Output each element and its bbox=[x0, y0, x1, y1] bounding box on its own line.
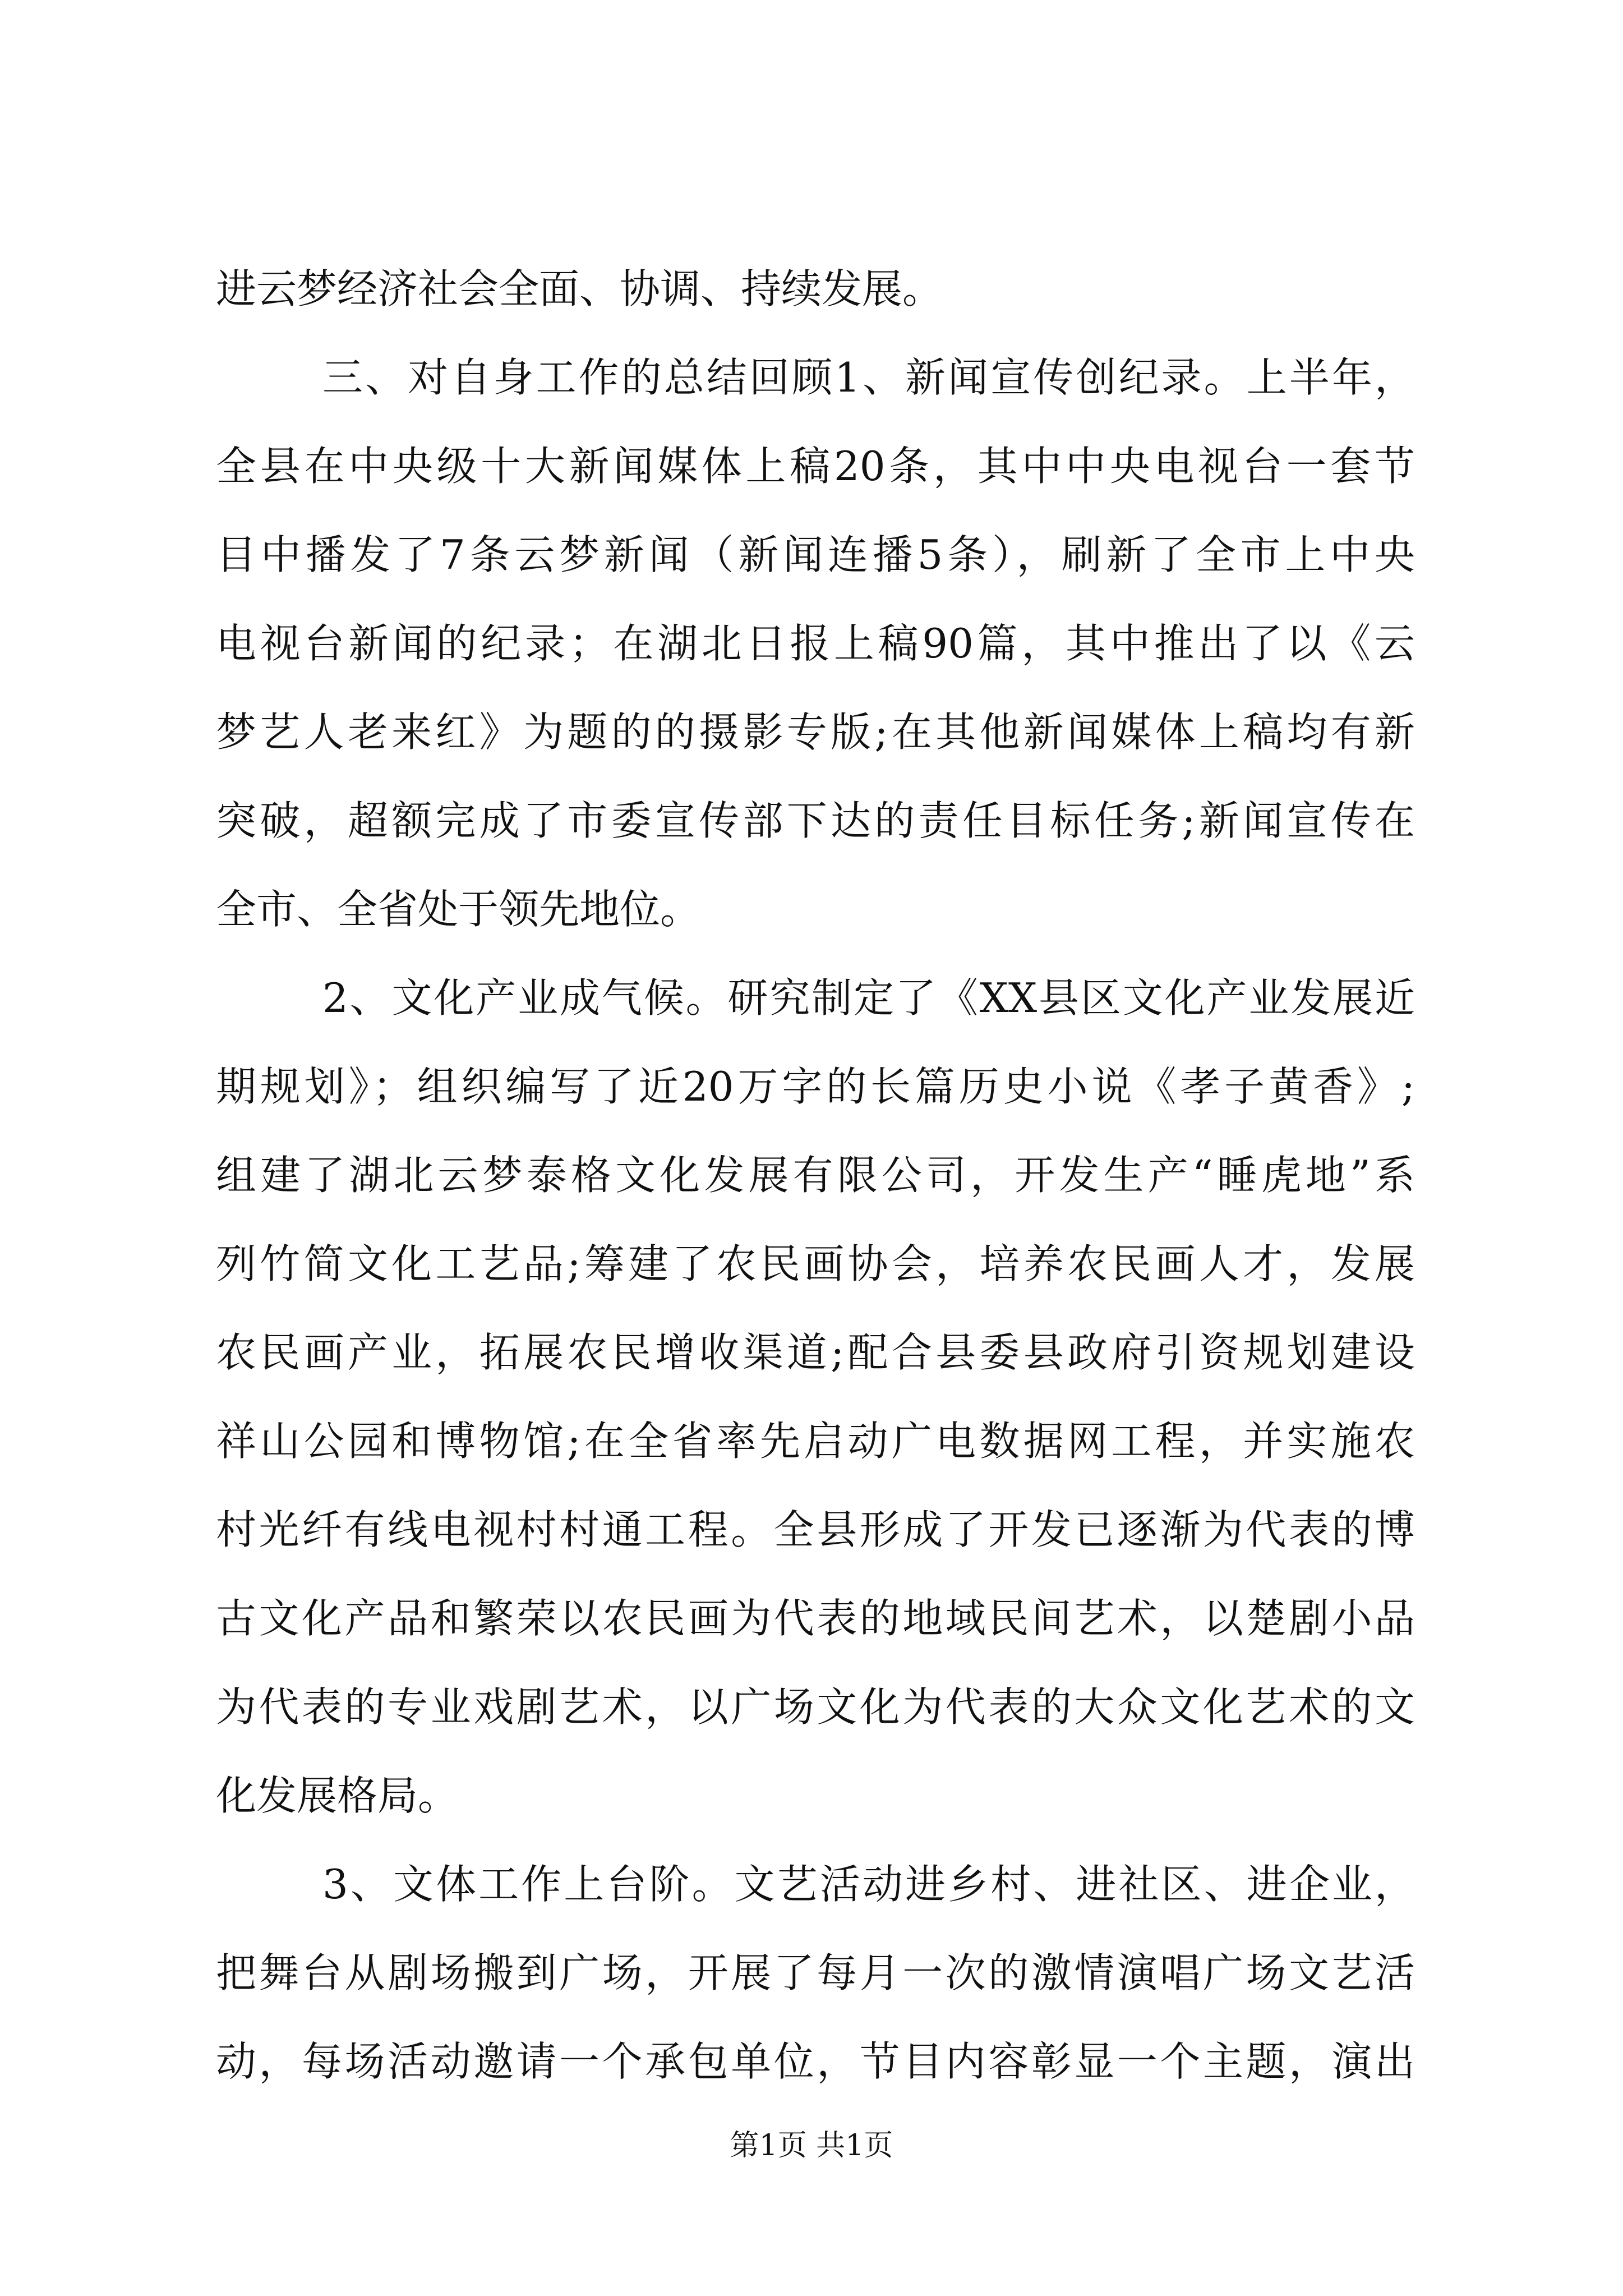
paragraph-line: 村光纤有线电视村村通工程。全县形成了开发已逐渐为代表的博 bbox=[216, 1506, 1415, 1553]
paragraph-line: 组建了湖北云梦泰格文化发展有限公司，开发生产“睡虎地”系 bbox=[216, 1152, 1415, 1199]
paragraph-line: 全市、全省处于领先地位。 bbox=[216, 886, 701, 933]
paragraph-line: 3、文体工作上台阶。文艺活动进乡村、进社区、进企业， bbox=[322, 1861, 1415, 1908]
paragraph-line: 突破，超额完成了市委宣传部下达的责任目标任务;新闻宣传在 bbox=[216, 797, 1415, 844]
paragraph-line: 目中播发了7条云梦新闻（新闻连播5条），刷新了全市上中央 bbox=[216, 531, 1415, 578]
paragraph-line: 农民画产业，拓展农民增收渠道;配合县委县政府引资规划建设 bbox=[216, 1329, 1415, 1376]
paragraph-line: 梦艺人老来红》为题的的摄影专版;在其他新闻媒体上稿均有新 bbox=[216, 708, 1415, 756]
document-body bbox=[216, 264, 1415, 2125]
page-number-footer: 第1页 共1页 bbox=[730, 2129, 893, 2162]
paragraph-line: 古文化产品和繁荣以农民画为代表的地域民间艺术，以楚剧小品 bbox=[216, 1595, 1415, 1642]
paragraph-line: 全县在中央级十大新闻媒体上稿20条，其中中央电视台一套节 bbox=[216, 443, 1415, 490]
paragraph-line: 2、文化产业成气候。研究制定了《XX县区文化产业发展近 bbox=[322, 974, 1415, 1022]
paragraph-line: 为代表的专业戏剧艺术，以广场文化为代表的大众文化艺术的文 bbox=[216, 1683, 1415, 1731]
paragraph-line: 祥山公园和博物馆;在全省率先启动广电数据网工程，并实施农 bbox=[216, 1418, 1415, 1465]
paragraph-line: 列竹简文化工艺品;筹建了农民画协会，培养农民画人才，发展 bbox=[216, 1240, 1415, 1287]
paragraph-line: 三、对自身工作的总结回顾1、新闻宣传创纪录。上半年， bbox=[322, 354, 1415, 401]
paragraph-line: 动，每场活动邀请一个承包单位，节目内容彰显一个主题，演出 bbox=[216, 2038, 1415, 2085]
paragraph-line: 把舞台从剧场搬到广场，开展了每月一次的激情演唱广场文艺活 bbox=[216, 1949, 1415, 1996]
paragraph-line: 期规划》；组织编写了近20万字的长篇历史小说《孝子黄香》; bbox=[216, 1063, 1415, 1110]
paragraph-line: 进云梦经济社会全面、协调、持续发展。 bbox=[216, 265, 943, 312]
paragraph-line: 化发展格局。 bbox=[216, 1772, 459, 1819]
paragraph-line: 电视台新闻的纪录；在湖北日报上稿90篇，其中推出了以《云 bbox=[216, 620, 1415, 667]
